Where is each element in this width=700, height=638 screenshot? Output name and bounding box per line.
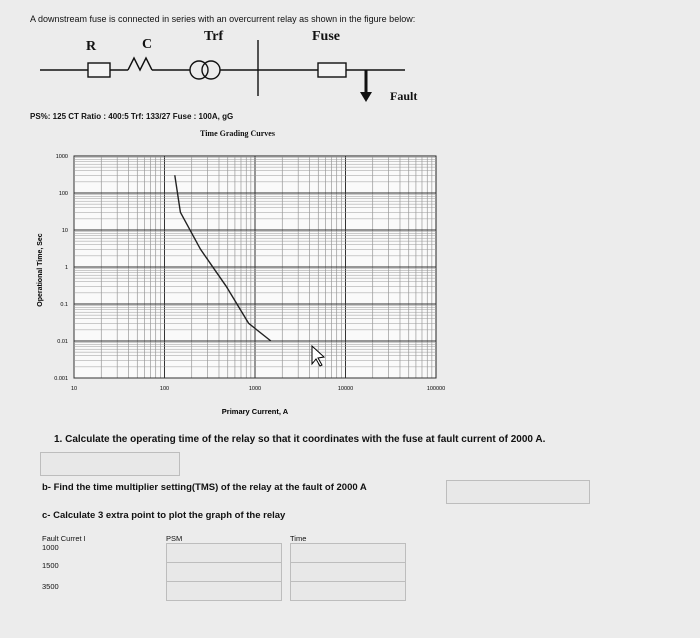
x-tick-label: 10 — [70, 386, 78, 392]
y-tick-label: 0.1 — [60, 302, 68, 308]
y-tick-label: 1 — [64, 265, 68, 271]
x-tick-label: 100 — [159, 386, 170, 392]
time-input-row-1[interactable] — [290, 543, 406, 563]
label-r: R — [86, 39, 97, 54]
answer-b-input[interactable] — [446, 480, 590, 504]
psm-input-row-2[interactable] — [166, 562, 282, 582]
x-axis-label: Primary Current, A — [221, 407, 289, 416]
y-tick-label: 10 — [61, 228, 68, 234]
ct-symbol — [128, 58, 152, 70]
time-input-row-2[interactable] — [290, 562, 406, 582]
circuit-diagram — [0, 0, 700, 110]
relay-symbol — [88, 63, 110, 77]
time-grading-chart — [0, 140, 470, 425]
question-b: b- Find the time multiplier setting(TMS) of the relay at the fault of 2000 A — [42, 482, 367, 493]
table-row-1-current: 1000 — [42, 543, 59, 552]
settings-line: PS%: 125 CT Ratio : 400:5 Trf: 133/27 Fuse : 100A, gG — [30, 112, 234, 121]
label-fault: Fault — [390, 89, 418, 103]
table-header-psm: PSM — [166, 534, 183, 543]
x-tick-label: 10000 — [337, 386, 354, 392]
chart-title: Time Grading Curves — [200, 129, 275, 138]
table-header-time: Time — [290, 534, 307, 543]
question-c: c- Calculate 3 extra point to plot the graph of the relay — [42, 510, 286, 521]
y-tick-label: 100 — [58, 191, 68, 197]
y-tick-label: 1000 — [55, 154, 68, 160]
psm-input-row-1[interactable] — [166, 543, 282, 563]
label-fuse: Fuse — [312, 29, 340, 44]
psm-input-row-3[interactable] — [166, 581, 282, 601]
y-tick-label: 0.001 — [54, 376, 68, 382]
x-tick-label: 100000 — [426, 386, 446, 392]
time-input-row-3[interactable] — [290, 581, 406, 601]
label-c: C — [142, 37, 153, 52]
transformer-winding-2 — [202, 61, 220, 79]
fuse-symbol — [318, 63, 346, 77]
problem-intro: A downstream fuse is connected in series with an overcurrent relay as shown in the figure below: — [30, 14, 416, 24]
y-axis-label: Operational Time, Sec — [37, 233, 44, 307]
x-tick-label: 1000 — [248, 386, 262, 392]
fault-arrow — [360, 92, 372, 102]
question-1: 1. Calculate the operating time of the relay so that it coordinates with the fuse at fault current of 2000 A. — [54, 434, 546, 445]
table-row-2-current: 1500 — [42, 561, 59, 570]
answer-1-input[interactable] — [40, 452, 180, 476]
table-row-3-current: 3500 — [42, 582, 59, 591]
label-trf: Trf — [204, 29, 224, 44]
y-tick-label: 0.01 — [57, 339, 68, 345]
table-header-fault-current: Fault Curret I — [42, 534, 86, 543]
